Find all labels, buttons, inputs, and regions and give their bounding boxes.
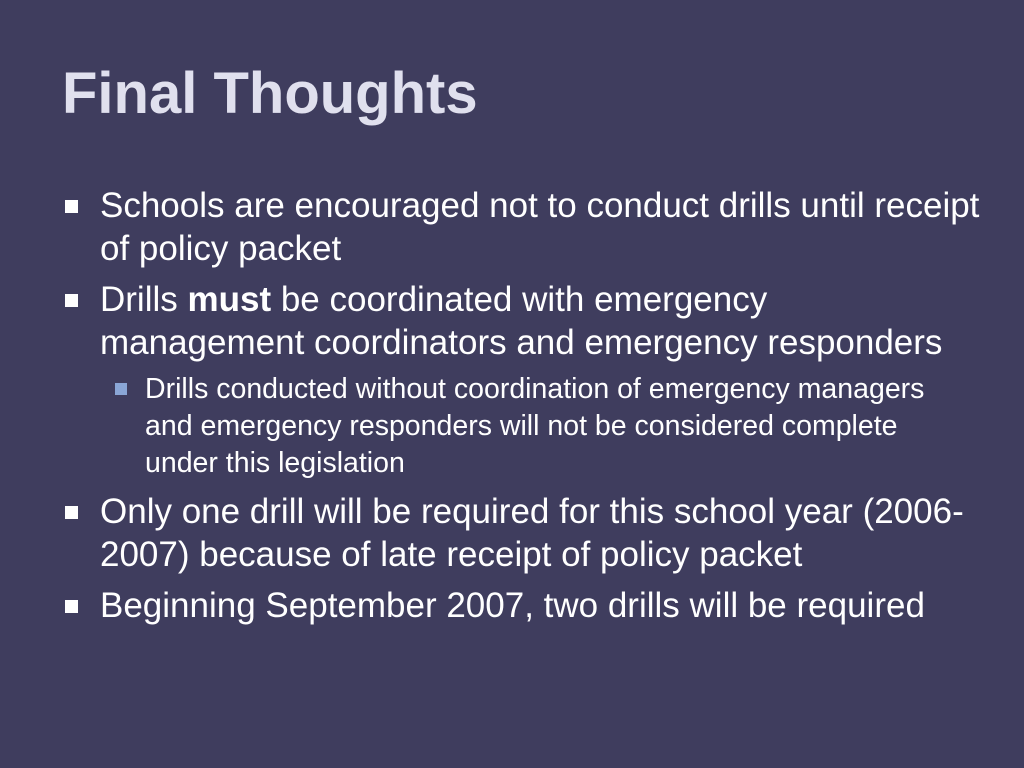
bullet-text: Only one drill will be required for this school year (2006-2007) because of late receipt of policy packet (100, 492, 964, 574)
bullet-text-suffix: be coordinated with emergency management coordinators and emergency responders (100, 280, 943, 362)
bullet-item (60, 490, 980, 576)
bullet-item (60, 184, 980, 270)
square-bullet-icon (65, 600, 78, 613)
square-bullet-icon (65, 294, 78, 307)
sub-bullet-text: Drills conducted without coordination of emergency managers and emergency responders will not be considered complete under this legislation (145, 373, 925, 479)
slide-title: Final Thoughts (62, 61, 478, 126)
bullet-item (60, 584, 980, 627)
bullet-item (60, 278, 980, 364)
sub-bullet-item (104, 371, 935, 482)
bullet-text-prefix: Drills (100, 280, 188, 319)
square-sub-bullet-icon (115, 383, 127, 395)
slide-content (60, 184, 980, 635)
bullet-text-emphasis: must (187, 280, 272, 319)
bullet-text: Beginning September 2007, two drills will be required (100, 586, 925, 625)
square-bullet-icon (65, 506, 78, 519)
square-bullet-icon (65, 200, 78, 213)
bullet-text: Schools are encouraged not to conduct drills until receipt of policy packet (100, 186, 980, 268)
